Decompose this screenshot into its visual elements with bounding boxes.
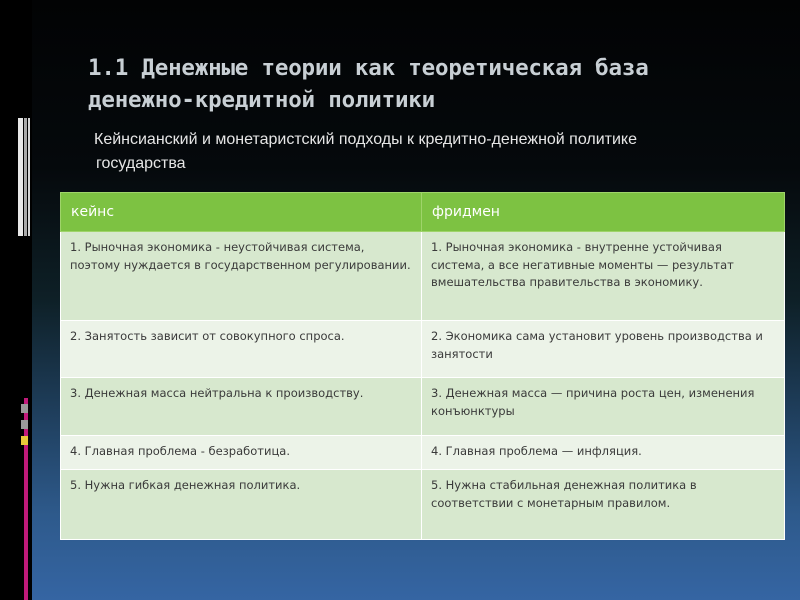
keynes-cell: 3. Денежная масса нейтральна к производству.	[61, 378, 422, 436]
slide-subtitle-line-1: Кейнсианский и монетаристский подходы к кредитно-денежной политике	[94, 131, 638, 148]
decorative-bar	[18, 118, 23, 236]
slide-subtitle-line-2: государства	[96, 155, 186, 172]
table-row	[61, 436, 785, 470]
comparison-table	[60, 192, 785, 540]
keynes-cell: 2. Занятость зависит от совокупного спроса.	[61, 321, 422, 378]
header-friedman: фридмен	[422, 193, 785, 232]
friedman-cell: 4. Главная проблема — инфляция.	[422, 436, 785, 470]
header-keynes: кейнс	[61, 193, 422, 232]
slide-title-line-1: 1.1 Денежные теории как теоретическая база	[88, 55, 649, 81]
table-row	[61, 378, 785, 436]
slide-subtitle	[94, 128, 774, 176]
keynes-cell: 1. Рыночная экономика - неустойчивая система, поэтому нуждается в государственном регулировании.	[61, 232, 422, 321]
keynes-cell: 5. Нужна гибкая денежная политика.	[61, 470, 422, 540]
table-row	[61, 321, 785, 378]
friedman-cell: 5. Нужна стабильная денежная политика в соответствии с монетарным правилом.	[422, 470, 785, 540]
keynes-cell: 4. Главная проблема - безработица.	[61, 436, 422, 470]
table-header-row	[61, 193, 785, 232]
table-row	[61, 470, 785, 540]
slide-title	[88, 52, 768, 116]
friedman-cell: 3. Денежная масса — причина роста цен, изменения конъюнктуры	[422, 378, 785, 436]
decorative-bar	[24, 118, 27, 236]
friedman-cell: 2. Экономика сама установит уровень производства и занятости	[422, 321, 785, 378]
friedman-cell: 1. Рыночная экономика - внутренне устойчивая система, а все негативные моменты — результат вмешательства правительства в экономику.	[422, 232, 785, 321]
decorative-bar	[21, 404, 28, 413]
decorative-bar	[21, 436, 28, 445]
decorative-bar	[28, 118, 30, 236]
table-row	[61, 232, 785, 321]
decorative-bar	[21, 420, 28, 429]
slide-title-line-2: денежно-кредитной политики	[88, 87, 435, 113]
